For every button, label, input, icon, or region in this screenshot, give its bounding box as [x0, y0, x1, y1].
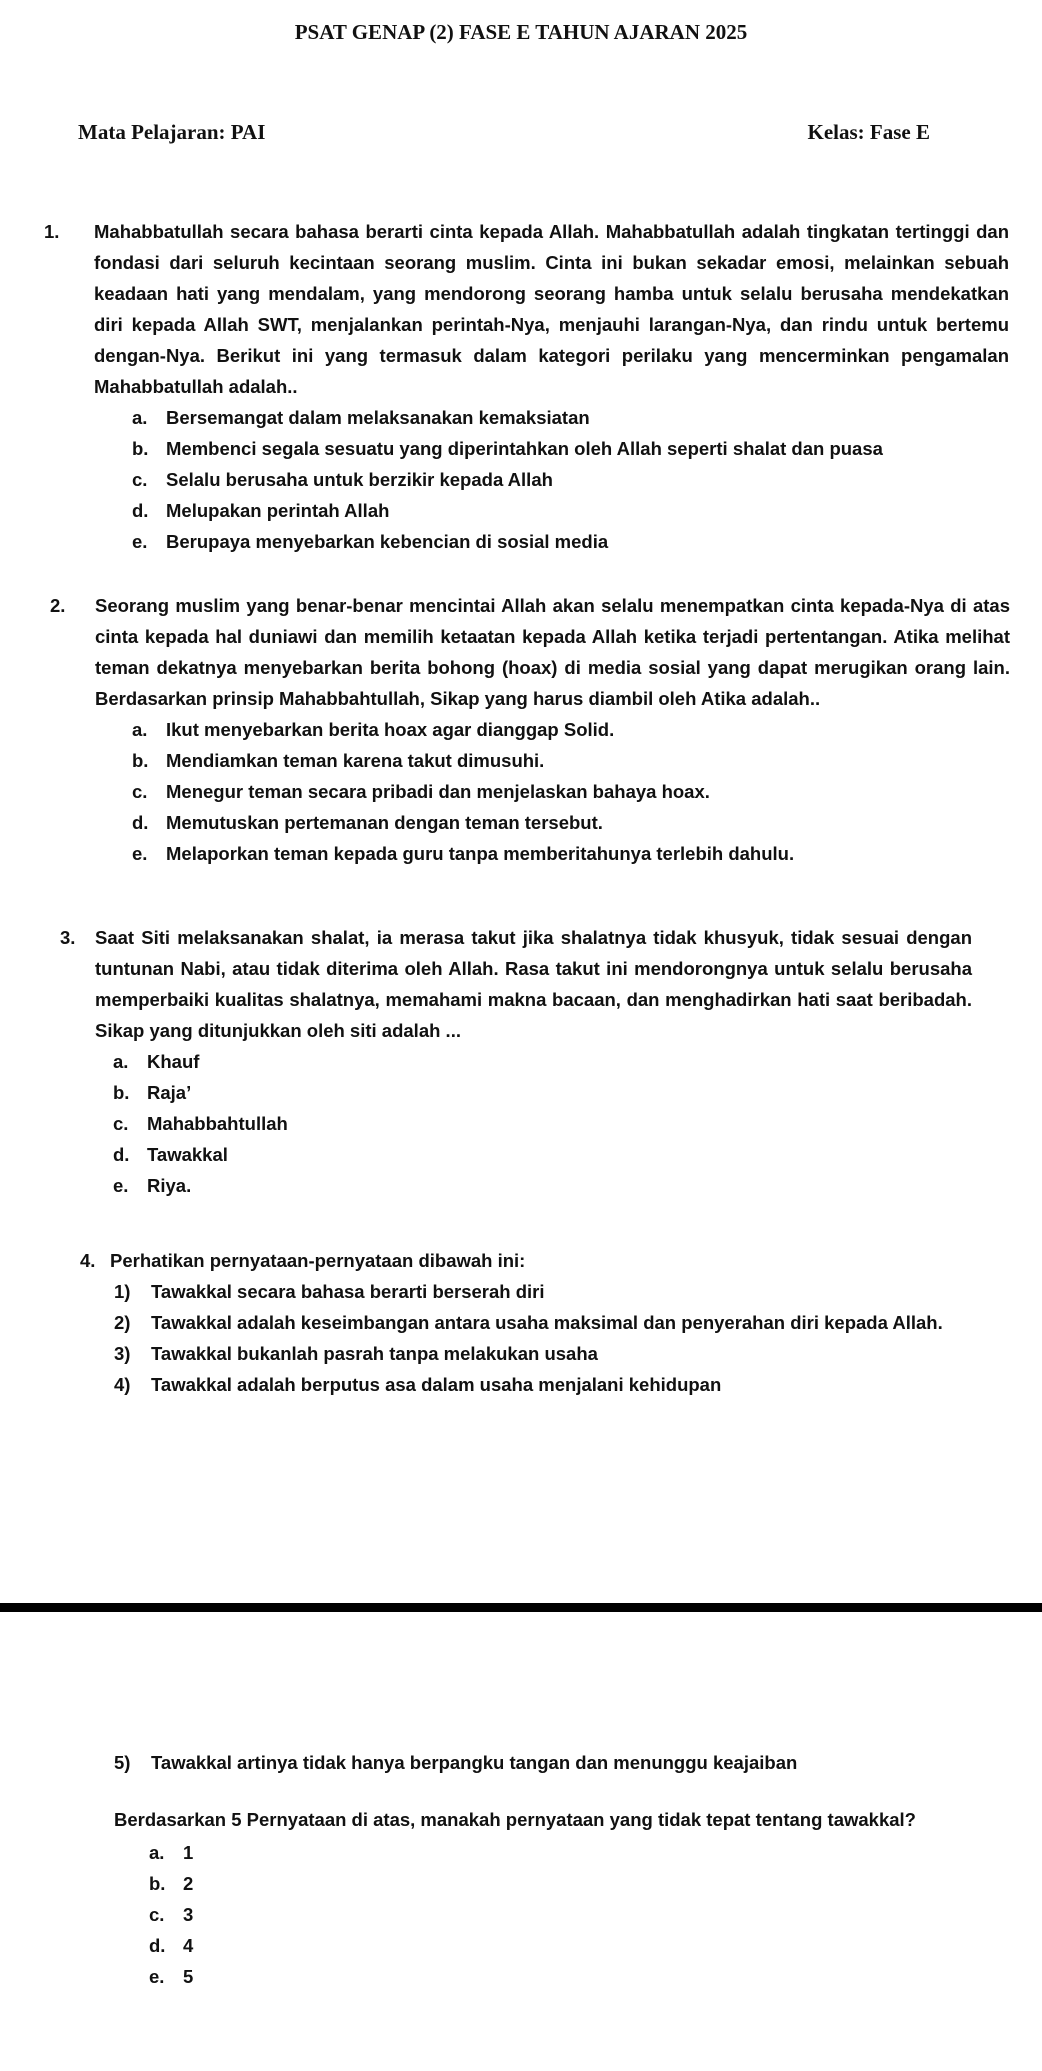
exam-title: PSAT GENAP (2) FASE E TAHUN AJARAN 2025 — [294, 20, 748, 44]
question-number: 1. — [44, 221, 60, 242]
option-c[interactable] — [113, 1108, 972, 1139]
option-text: Melaporkan teman kepada guru tanpa memberitahunya terlebih dahulu. — [166, 843, 795, 864]
option-letter: b. — [132, 438, 149, 459]
option-d[interactable] — [149, 1930, 975, 1961]
question-stem: Saat Siti melaksanakan shalat, ia merasa takut jika shalatnya tidak khusyuk, tidak sesuai dengan tuntunan Nabi, atau tidak diterima oleh Allah. Rasa takut ini mendorongnya untuk selalu berusaha memperbaiki kualitas shalatnya, memahami makna bacaan, dan menghadirkan hati saat beribadah. Sikap yang ditunjukkan oleh siti adalah ... — [95, 927, 972, 1041]
option-a[interactable] — [113, 1046, 972, 1077]
question-stem: Perhatikan pernyataan-pernyataan dibawah ini: — [110, 1250, 526, 1271]
option-text: Riya. — [147, 1175, 192, 1196]
option-letter: a. — [132, 407, 148, 428]
option-text: Selalu berusaha untuk berzikir kepada Allah — [166, 469, 553, 490]
option-e[interactable] — [113, 1170, 972, 1201]
option-letter: d. — [132, 500, 149, 521]
option-b[interactable] — [113, 1077, 972, 1108]
statement-number: 3) — [114, 1343, 131, 1364]
statement-text: Tawakkal adalah berputus asa dalam usaha menjalani kehidupan — [151, 1374, 722, 1395]
statement-number: 4) — [114, 1374, 131, 1395]
option-letter: e. — [132, 843, 148, 864]
option-text: Mendiamkan teman karena takut dimusuhi. — [166, 750, 545, 771]
option-letter: b. — [132, 750, 149, 771]
page-divider — [0, 1603, 1042, 1612]
question-number: 3. — [60, 927, 76, 948]
option-letter: b. — [113, 1082, 130, 1103]
option-d[interactable] — [132, 807, 1010, 838]
statement-number: 5) — [114, 1752, 131, 1773]
option-text: Berupaya menyebarkan kebencian di sosial media — [166, 531, 609, 552]
option-e[interactable] — [132, 526, 1009, 557]
question-number: 4. — [80, 1250, 96, 1271]
statement-item — [114, 1338, 975, 1369]
statement-item — [114, 1276, 975, 1307]
option-letter: e. — [132, 531, 148, 552]
question-stem: Seorang muslim yang benar-benar mencintai Allah akan selalu menempatkan cinta kepada-Nya di atas cinta kepada hal duniawi dan memilih ketaatan kepada Allah ketika terjadi pertentangan. Atika melihat teman dekatnya menyebarkan berita bohong (hoax) di media sosial yang dapat merugikan orang lain. Berdasarkan prinsip Mahabbahtullah, Sikap yang harus diambil oleh Atika adalah.. — [95, 595, 1010, 709]
option-text: Tawakkal — [147, 1144, 228, 1165]
answer-options — [113, 1046, 972, 1201]
statement-list — [114, 1276, 975, 1400]
option-letter: c. — [132, 469, 148, 490]
question-number: 2. — [50, 595, 66, 616]
option-b[interactable] — [149, 1868, 975, 1899]
statement-number: 2) — [114, 1312, 131, 1333]
question-4 — [80, 1245, 975, 1400]
option-letter: a. — [132, 719, 148, 740]
option-d[interactable] — [113, 1139, 972, 1170]
option-e[interactable] — [149, 1961, 975, 1992]
statement-text: Tawakkal adalah keseimbangan antara usaha maksimal dan penyerahan diri kepada Allah. — [151, 1312, 943, 1333]
option-text: 1 — [183, 1842, 194, 1863]
option-text: Membenci segala sesuatu yang diperintahkan oleh Allah seperti shalat dan puasa — [166, 438, 883, 459]
statement-list — [114, 1747, 975, 1778]
statement-item — [114, 1369, 975, 1400]
statement-text: Tawakkal secara bahasa berarti berserah diri — [151, 1281, 545, 1302]
question-prompt: Berdasarkan 5 Pernyataan di atas, manakah pernyataan yang tidak tepat tentang tawakkal? — [114, 1809, 916, 1830]
option-text: 5 — [183, 1966, 194, 1987]
option-text: Melupakan perintah Allah — [166, 500, 390, 521]
answer-options — [132, 402, 1009, 557]
statement-item — [114, 1747, 975, 1778]
option-c[interactable] — [132, 464, 1009, 495]
option-b[interactable] — [132, 433, 1009, 464]
option-letter: c. — [149, 1904, 165, 1925]
option-letter: d. — [132, 812, 149, 833]
question-stem: Mahabbatullah secara bahasa berarti cinta kepada Allah. Mahabbatullah adalah tingkatan tertinggi dan fondasi dari seluruh kecintaan seorang muslim. Cinta ini bukan sekadar emosi, melainkan sebuah keadaan hati yang mendalam, yang mendorong seorang hamba untuk selalu berusaha mendekatkan diri kepada Allah SWT, menjalankan perintah-Nya, menjauhi larangan-Nya, dan rindu untuk bertemu dengan-Nya. Berikut ini yang termasuk dalam kategori perilaku yang mencerminkan pengamalan Mahabbatullah adalah.. — [94, 221, 1009, 397]
answer-options — [132, 714, 1010, 869]
option-text: Memutuskan pertemanan dengan teman tersebut. — [166, 812, 603, 833]
option-letter: a. — [113, 1051, 129, 1072]
option-text: Ikut menyebarkan berita hoax agar dianggap Solid. — [166, 719, 615, 740]
option-d[interactable] — [132, 495, 1009, 526]
option-letter: e. — [113, 1175, 129, 1196]
statement-item — [114, 1307, 975, 1338]
question-4-continued — [114, 1747, 975, 1992]
option-text: 4 — [183, 1935, 194, 1956]
class-label: Kelas: Fase E — [807, 120, 930, 144]
option-a[interactable] — [132, 714, 1010, 745]
statement-text: Tawakkal artinya tidak hanya berpangku tangan dan menunggu keajaiban — [151, 1752, 798, 1773]
subject-label: Mata Pelajaran: PAI — [78, 120, 266, 144]
option-letter: d. — [149, 1935, 166, 1956]
question-1 — [44, 216, 1009, 557]
option-b[interactable] — [132, 745, 1010, 776]
option-letter: c. — [132, 781, 148, 802]
option-letter: e. — [149, 1966, 165, 1987]
option-c[interactable] — [132, 776, 1010, 807]
option-a[interactable] — [132, 402, 1009, 433]
statement-text: Tawakkal bukanlah pasrah tanpa melakukan usaha — [151, 1343, 598, 1364]
option-a[interactable] — [149, 1837, 975, 1868]
question-2 — [50, 590, 1010, 869]
option-letter: d. — [113, 1144, 130, 1165]
option-e[interactable] — [132, 838, 1010, 869]
option-text: Khauf — [147, 1051, 200, 1072]
question-3 — [60, 922, 972, 1201]
option-text: Menegur teman secara pribadi dan menjelaskan bahaya hoax. — [166, 781, 710, 802]
answer-options — [149, 1837, 975, 1992]
option-text: 2 — [183, 1873, 194, 1894]
option-letter: b. — [149, 1873, 166, 1894]
option-text: Bersemangat dalam melaksanakan kemaksiatan — [166, 407, 590, 428]
option-text: Mahabbahtullah — [147, 1113, 288, 1134]
option-letter: c. — [113, 1113, 129, 1134]
option-c[interactable] — [149, 1899, 975, 1930]
option-letter: a. — [149, 1842, 165, 1863]
statement-number: 1) — [114, 1281, 131, 1302]
option-text: 3 — [183, 1904, 194, 1925]
option-text: Raja’ — [147, 1082, 192, 1103]
